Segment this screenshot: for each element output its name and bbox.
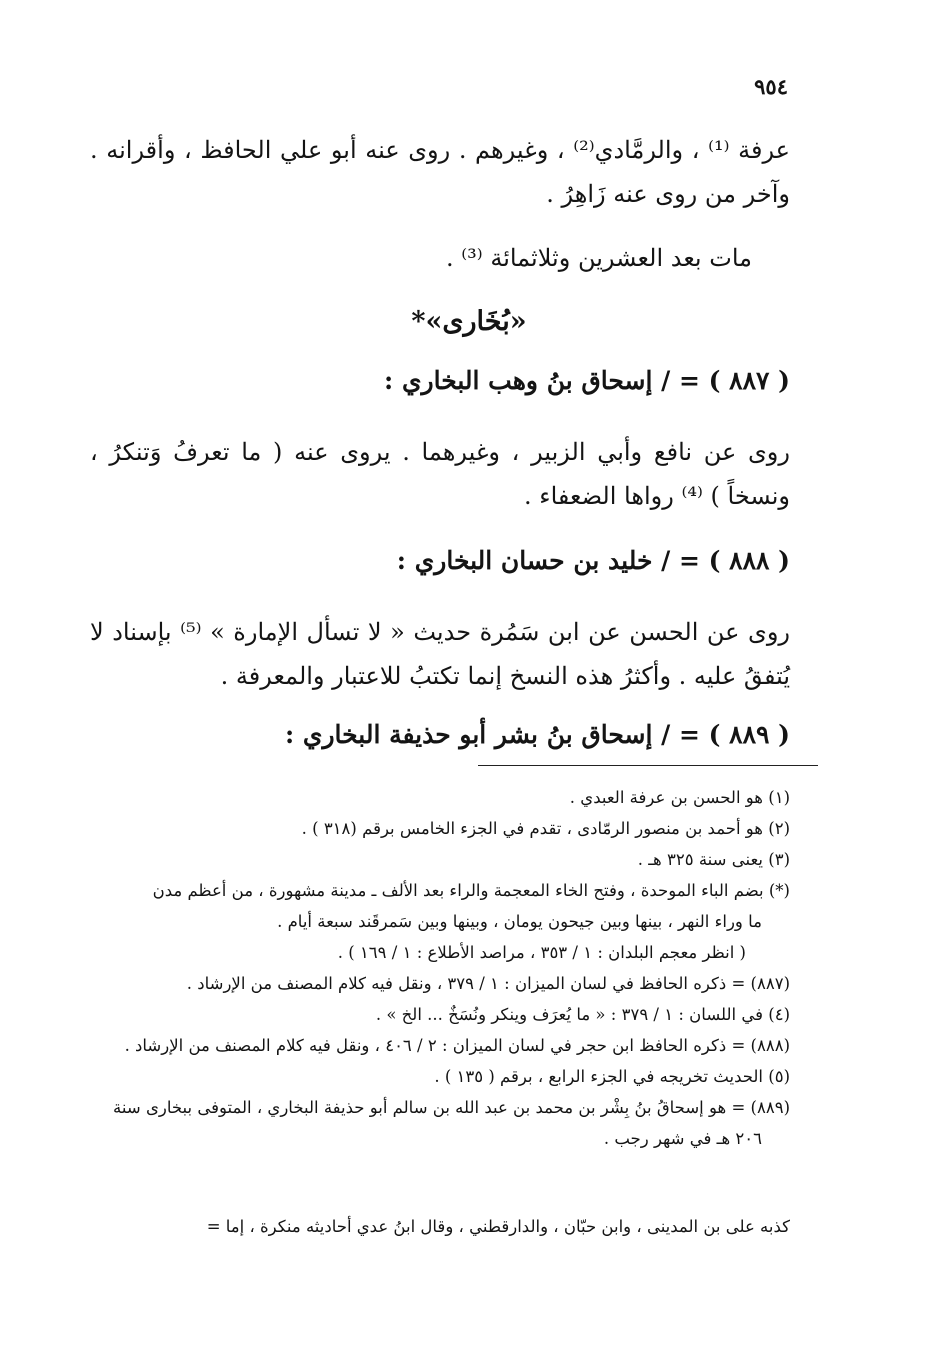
footnote-887: (٨٨٧) = ذكره الحافظ في لسان الميزان : ١ / ٣٧٩ ، ونقل فيه كلام المصنف من الإرشاد . — [186, 974, 790, 993]
page-number: ٩٥٤ — [754, 74, 788, 99]
footnote-889: (٨٨٩) = هو إسحاقُ بنُ بِشْر بن محمد بن عبد الله بن سالم أبو حذيفة البخاري ، المتوفى ببخارى سنة — [113, 1098, 790, 1117]
entry-text-887: روى عن نافع وأبي الزبير ، وغيرهما . يروى عنه ( ما تعرفُ وَتنكرُ ، ونسخاً ) ⁽⁴⁾ رواها الضعفاء . — [90, 438, 790, 510]
footnote-4: (٤) في اللسان : ١ / ٣٧٩ : « ما يُعرَف وينكر ونُسَخٌ ... الخ » . — [375, 1005, 790, 1024]
entry-heading-887: ( ٨٨٧ ) = / إسحاق بنُ وهب البخاري : — [384, 366, 790, 395]
section-title: «بُخَارى»* — [411, 306, 527, 337]
footnote-1: (١) هو الحسن بن عرفة العبدي . — [569, 788, 790, 807]
footnote-889-cont: ٢٠٦ هـ في شهر رجب . — [603, 1129, 762, 1148]
entry-text-888: روى عن الحسن عن ابن سَمُرة حديث « لا تسأل الإمارة » ⁽⁵⁾ بإسناد لا يُتفقُ عليه . وأكثرُ هذه النسخ إنما تكتبُ للاعتبار والمعرفة . — [90, 618, 791, 690]
footnote-5: (٥) الحديث تخريجه في الجزء الرابع ، برقم ( ١٣٥ ) . — [434, 1067, 790, 1086]
footnote-3: (٣) يعنى سنة ٣٢٥ هـ . — [637, 850, 790, 869]
footnotes — [95, 782, 790, 1154]
footnote-divider — [478, 765, 818, 766]
footnote-2: (٢) هو أحمد بن منصور الرمّادى ، تقدم في الجزء الخامس برقم (٣١٨ ) . — [301, 819, 790, 838]
entry-heading-889: ( ٨٨٩ ) = / إسحاق بنُ بشر أبو حذيفة البخاري : — [284, 720, 790, 749]
footnote-888: (٨٨٨) = ذكره الحافظ ابن حجر في لسان الميزان : ٢ / ٤٠٦ ، ونقل فيه كلام المصنف من الإرشاد . — [124, 1036, 790, 1055]
entry-heading-888: ( ٨٨٨ ) = / خليد بن حسان البخاري : — [396, 546, 790, 575]
death-date-line: مات بعد العشرين وثلاثمائة ⁽³⁾ . — [446, 244, 752, 272]
footnote-bukhara-cont: ما وراء النهر ، بينها وبين جيحون يومان ، وبينها وبين سَمرقَند سبعة أيام . — [277, 912, 762, 931]
intro-paragraph: عرفة ⁽¹⁾ ، والرمَّادي⁽²⁾ ، وغيرهم . روى عنه أبو علي الحافظ ، وأقرانه . وآخر من روى عنه زَاهِرُ . — [90, 136, 791, 208]
footnote-bukhara-source: ( انظر معجم البلدان : ١ / ٣٥٣ ، مراصد الأطلاع : ١ / ١٦٩ ) . — [337, 943, 746, 962]
footnote-bukhara: (*) بضم الباء الموحدة ، وفتح الخاء المعجمة والراء بعد الألف ـ مدينة مشهورة ، من أعظم مدن — [152, 881, 790, 900]
continuation-line: كذبه على بن المدينى ، وابن حبّان ، والدارقطني ، وقال ابنُ عدي أحاديثه منكرة ، إما = — [206, 1217, 790, 1236]
